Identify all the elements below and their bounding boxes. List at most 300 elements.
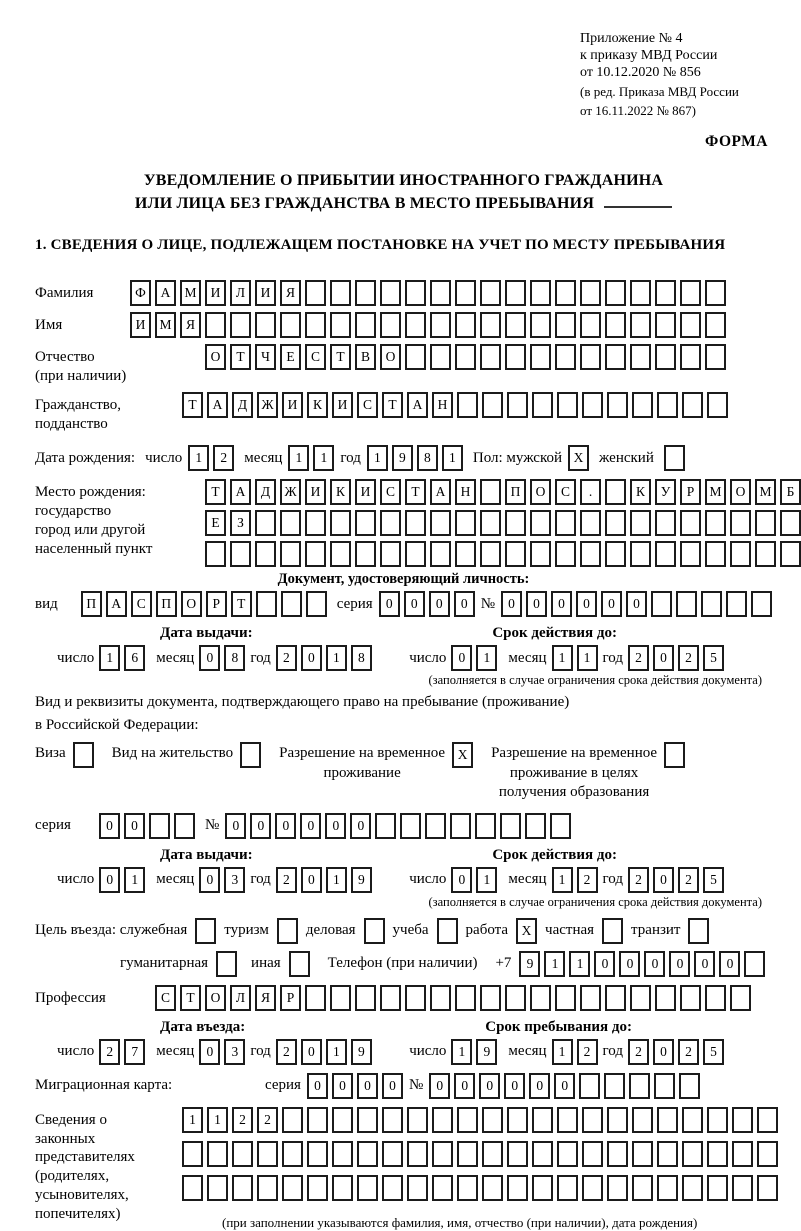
- char-cell[interactable]: [655, 510, 676, 536]
- char-cell[interactable]: С: [357, 392, 378, 418]
- char-cell[interactable]: 1: [552, 645, 573, 671]
- char-cell[interactable]: [455, 344, 476, 370]
- char-cell[interactable]: Я: [280, 280, 301, 306]
- char-cell[interactable]: [755, 541, 776, 567]
- char-cell[interactable]: [407, 1175, 428, 1201]
- char-cell[interactable]: [680, 985, 701, 1011]
- char-cell[interactable]: [507, 1175, 528, 1201]
- char-cell[interactable]: [705, 985, 726, 1011]
- char-cell[interactable]: 1: [442, 445, 463, 471]
- char-cell[interactable]: 1: [188, 445, 209, 471]
- char-cell[interactable]: [664, 445, 685, 471]
- char-cell[interactable]: [357, 1107, 378, 1133]
- char-cell[interactable]: 2: [276, 1039, 297, 1065]
- char-cell[interactable]: И: [305, 479, 326, 505]
- char-cell[interactable]: 2: [628, 867, 649, 893]
- char-cell[interactable]: [306, 591, 327, 617]
- char-cell[interactable]: [530, 985, 551, 1011]
- char-cell[interactable]: [507, 1107, 528, 1133]
- char-cell[interactable]: [732, 1107, 753, 1133]
- char-cell[interactable]: А: [106, 591, 127, 617]
- char-cell[interactable]: О: [205, 344, 226, 370]
- char-cell[interactable]: [751, 591, 772, 617]
- char-cell[interactable]: [726, 591, 747, 617]
- char-cell[interactable]: С: [305, 344, 326, 370]
- char-cell[interactable]: О: [380, 344, 401, 370]
- char-cell[interactable]: [382, 1141, 403, 1167]
- char-cell[interactable]: [682, 1141, 703, 1167]
- char-cell[interactable]: Р: [280, 985, 301, 1011]
- char-cell[interactable]: 1: [326, 645, 347, 671]
- char-cell[interactable]: 0: [199, 1039, 220, 1065]
- char-cell[interactable]: [289, 951, 310, 977]
- char-cell[interactable]: [280, 510, 301, 536]
- char-cell[interactable]: X: [452, 742, 473, 768]
- char-cell[interactable]: Ж: [257, 392, 278, 418]
- char-cell[interactable]: [455, 985, 476, 1011]
- char-cell[interactable]: 0: [719, 951, 740, 977]
- char-cell[interactable]: [505, 985, 526, 1011]
- char-cell[interactable]: [651, 591, 672, 617]
- char-cell[interactable]: 2: [678, 1039, 699, 1065]
- char-cell[interactable]: [607, 1141, 628, 1167]
- char-cell[interactable]: 0: [199, 645, 220, 671]
- char-cell[interactable]: [532, 1175, 553, 1201]
- char-cell[interactable]: [380, 985, 401, 1011]
- char-cell[interactable]: [255, 541, 276, 567]
- char-cell[interactable]: [407, 1141, 428, 1167]
- char-cell[interactable]: [330, 541, 351, 567]
- char-cell[interactable]: [605, 312, 626, 338]
- char-cell[interactable]: [530, 312, 551, 338]
- char-cell[interactable]: [530, 344, 551, 370]
- char-cell[interactable]: [680, 312, 701, 338]
- char-cell[interactable]: [380, 541, 401, 567]
- char-cell[interactable]: [780, 541, 801, 567]
- char-cell[interactable]: [432, 1175, 453, 1201]
- char-cell[interactable]: 1: [182, 1107, 203, 1133]
- char-cell[interactable]: [580, 510, 601, 536]
- char-cell[interactable]: [482, 1175, 503, 1201]
- char-cell[interactable]: 0: [644, 951, 665, 977]
- char-cell[interactable]: Р: [206, 591, 227, 617]
- char-cell[interactable]: [530, 541, 551, 567]
- char-cell[interactable]: [507, 1141, 528, 1167]
- char-cell[interactable]: [482, 1141, 503, 1167]
- char-cell[interactable]: 1: [326, 1039, 347, 1065]
- char-cell[interactable]: П: [81, 591, 102, 617]
- char-cell[interactable]: [405, 985, 426, 1011]
- char-cell[interactable]: [530, 510, 551, 536]
- char-cell[interactable]: [655, 312, 676, 338]
- char-cell[interactable]: [280, 541, 301, 567]
- char-cell[interactable]: Ж: [280, 479, 301, 505]
- char-cell[interactable]: [437, 918, 458, 944]
- char-cell[interactable]: [407, 1107, 428, 1133]
- char-cell[interactable]: [580, 541, 601, 567]
- char-cell[interactable]: [630, 510, 651, 536]
- char-cell[interactable]: [480, 312, 501, 338]
- char-cell[interactable]: [630, 541, 651, 567]
- char-cell[interactable]: [755, 510, 776, 536]
- char-cell[interactable]: [430, 280, 451, 306]
- char-cell[interactable]: [705, 510, 726, 536]
- char-cell[interactable]: [430, 985, 451, 1011]
- char-cell[interactable]: [257, 1141, 278, 1167]
- char-cell[interactable]: 2: [678, 645, 699, 671]
- char-cell[interactable]: [744, 951, 765, 977]
- char-cell[interactable]: [305, 985, 326, 1011]
- char-cell[interactable]: [682, 1175, 703, 1201]
- char-cell[interactable]: 1: [124, 867, 145, 893]
- char-cell[interactable]: [657, 392, 678, 418]
- char-cell[interactable]: 0: [225, 813, 246, 839]
- char-cell[interactable]: [664, 742, 685, 768]
- char-cell[interactable]: С: [555, 479, 576, 505]
- char-cell[interactable]: [605, 541, 626, 567]
- char-cell[interactable]: [281, 591, 302, 617]
- char-cell[interactable]: С: [155, 985, 176, 1011]
- char-cell[interactable]: .: [580, 479, 601, 505]
- char-cell[interactable]: [430, 344, 451, 370]
- char-cell[interactable]: Б: [780, 479, 801, 505]
- char-cell[interactable]: [475, 813, 496, 839]
- char-cell[interactable]: [405, 541, 426, 567]
- char-cell[interactable]: 9: [519, 951, 540, 977]
- char-cell[interactable]: Н: [455, 479, 476, 505]
- char-cell[interactable]: [655, 541, 676, 567]
- char-cell[interactable]: [582, 1175, 603, 1201]
- char-cell[interactable]: М: [180, 280, 201, 306]
- char-cell[interactable]: У: [655, 479, 676, 505]
- char-cell[interactable]: 0: [601, 591, 622, 617]
- char-cell[interactable]: [307, 1107, 328, 1133]
- char-cell[interactable]: А: [407, 392, 428, 418]
- char-cell[interactable]: [730, 541, 751, 567]
- char-cell[interactable]: [207, 1141, 228, 1167]
- char-cell[interactable]: [457, 392, 478, 418]
- char-cell[interactable]: 0: [350, 813, 371, 839]
- char-cell[interactable]: [430, 312, 451, 338]
- char-cell[interactable]: 0: [619, 951, 640, 977]
- char-cell[interactable]: Д: [255, 479, 276, 505]
- char-cell[interactable]: 1: [451, 1039, 472, 1065]
- char-cell[interactable]: [256, 591, 277, 617]
- char-cell[interactable]: [330, 985, 351, 1011]
- char-cell[interactable]: О: [181, 591, 202, 617]
- char-cell[interactable]: [455, 541, 476, 567]
- char-cell[interactable]: [705, 344, 726, 370]
- char-cell[interactable]: [555, 985, 576, 1011]
- char-cell[interactable]: [680, 280, 701, 306]
- char-cell[interactable]: [602, 918, 623, 944]
- char-cell[interactable]: [380, 280, 401, 306]
- char-cell[interactable]: П: [156, 591, 177, 617]
- char-cell[interactable]: [505, 541, 526, 567]
- char-cell[interactable]: К: [630, 479, 651, 505]
- char-cell[interactable]: [232, 1175, 253, 1201]
- char-cell[interactable]: [679, 1073, 700, 1099]
- char-cell[interactable]: 1: [313, 445, 334, 471]
- char-cell[interactable]: О: [730, 479, 751, 505]
- char-cell[interactable]: [355, 541, 376, 567]
- char-cell[interactable]: [688, 918, 709, 944]
- char-cell[interactable]: 2: [628, 645, 649, 671]
- char-cell[interactable]: [305, 510, 326, 536]
- char-cell[interactable]: [757, 1107, 778, 1133]
- char-cell[interactable]: 2: [213, 445, 234, 471]
- char-cell[interactable]: [432, 1141, 453, 1167]
- char-cell[interactable]: [657, 1141, 678, 1167]
- char-cell[interactable]: 2: [577, 867, 598, 893]
- char-cell[interactable]: 5: [703, 645, 724, 671]
- char-cell[interactable]: [457, 1107, 478, 1133]
- char-cell[interactable]: [780, 510, 801, 536]
- char-cell[interactable]: 0: [594, 951, 615, 977]
- char-cell[interactable]: 0: [669, 951, 690, 977]
- char-cell[interactable]: Л: [230, 985, 251, 1011]
- char-cell[interactable]: [732, 1141, 753, 1167]
- char-cell[interactable]: [430, 541, 451, 567]
- char-cell[interactable]: [605, 479, 626, 505]
- char-cell[interactable]: [375, 813, 396, 839]
- char-cell[interactable]: [380, 312, 401, 338]
- char-cell[interactable]: 3: [224, 867, 245, 893]
- char-cell[interactable]: 0: [301, 867, 322, 893]
- char-cell[interactable]: 0: [307, 1073, 328, 1099]
- char-cell[interactable]: [307, 1141, 328, 1167]
- char-cell[interactable]: К: [330, 479, 351, 505]
- char-cell[interactable]: П: [505, 479, 526, 505]
- char-cell[interactable]: Р: [680, 479, 701, 505]
- char-cell[interactable]: [457, 1141, 478, 1167]
- char-cell[interactable]: 0: [479, 1073, 500, 1099]
- char-cell[interactable]: [205, 312, 226, 338]
- char-cell[interactable]: 1: [544, 951, 565, 977]
- char-cell[interactable]: [550, 813, 571, 839]
- char-cell[interactable]: 1: [99, 645, 120, 671]
- char-cell[interactable]: [580, 344, 601, 370]
- char-cell[interactable]: [707, 1175, 728, 1201]
- char-cell[interactable]: 1: [569, 951, 590, 977]
- char-cell[interactable]: [355, 280, 376, 306]
- char-cell[interactable]: Т: [182, 392, 203, 418]
- char-cell[interactable]: [307, 1175, 328, 1201]
- char-cell[interactable]: [532, 1141, 553, 1167]
- char-cell[interactable]: О: [530, 479, 551, 505]
- char-cell[interactable]: 9: [351, 1039, 372, 1065]
- char-cell[interactable]: [555, 510, 576, 536]
- char-cell[interactable]: [607, 1175, 628, 1201]
- char-cell[interactable]: [282, 1141, 303, 1167]
- char-cell[interactable]: [450, 813, 471, 839]
- char-cell[interactable]: [405, 344, 426, 370]
- char-cell[interactable]: [655, 344, 676, 370]
- char-cell[interactable]: [530, 280, 551, 306]
- char-cell[interactable]: [182, 1141, 203, 1167]
- char-cell[interactable]: [430, 510, 451, 536]
- char-cell[interactable]: 5: [703, 867, 724, 893]
- char-cell[interactable]: К: [307, 392, 328, 418]
- char-cell[interactable]: Т: [230, 344, 251, 370]
- char-cell[interactable]: [505, 312, 526, 338]
- char-cell[interactable]: [682, 392, 703, 418]
- char-cell[interactable]: 0: [275, 813, 296, 839]
- char-cell[interactable]: [605, 344, 626, 370]
- char-cell[interactable]: 0: [451, 645, 472, 671]
- char-cell[interactable]: 1: [476, 645, 497, 671]
- char-cell[interactable]: 0: [626, 591, 647, 617]
- char-cell[interactable]: [680, 344, 701, 370]
- char-cell[interactable]: Т: [405, 479, 426, 505]
- char-cell[interactable]: [277, 918, 298, 944]
- char-cell[interactable]: [557, 1107, 578, 1133]
- char-cell[interactable]: Я: [255, 985, 276, 1011]
- char-cell[interactable]: [455, 312, 476, 338]
- char-cell[interactable]: [607, 392, 628, 418]
- char-cell[interactable]: 0: [300, 813, 321, 839]
- char-cell[interactable]: [455, 510, 476, 536]
- char-cell[interactable]: Д: [232, 392, 253, 418]
- char-cell[interactable]: 0: [379, 591, 400, 617]
- char-cell[interactable]: [330, 510, 351, 536]
- char-cell[interactable]: 2: [257, 1107, 278, 1133]
- char-cell[interactable]: Л: [230, 280, 251, 306]
- char-cell[interactable]: 0: [199, 867, 220, 893]
- char-cell[interactable]: [707, 1107, 728, 1133]
- char-cell[interactable]: А: [230, 479, 251, 505]
- char-cell[interactable]: [730, 985, 751, 1011]
- char-cell[interactable]: [557, 1141, 578, 1167]
- char-cell[interactable]: Т: [330, 344, 351, 370]
- char-cell[interactable]: [425, 813, 446, 839]
- char-cell[interactable]: [579, 1073, 600, 1099]
- char-cell[interactable]: 0: [576, 591, 597, 617]
- char-cell[interactable]: Т: [205, 479, 226, 505]
- char-cell[interactable]: 0: [551, 591, 572, 617]
- char-cell[interactable]: 0: [250, 813, 271, 839]
- char-cell[interactable]: 0: [325, 813, 346, 839]
- char-cell[interactable]: [332, 1141, 353, 1167]
- char-cell[interactable]: [73, 742, 94, 768]
- char-cell[interactable]: [507, 392, 528, 418]
- char-cell[interactable]: М: [155, 312, 176, 338]
- char-cell[interactable]: 0: [526, 591, 547, 617]
- char-cell[interactable]: [582, 1107, 603, 1133]
- char-cell[interactable]: [205, 541, 226, 567]
- char-cell[interactable]: [280, 312, 301, 338]
- char-cell[interactable]: [605, 280, 626, 306]
- char-cell[interactable]: С: [131, 591, 152, 617]
- char-cell[interactable]: 1: [577, 645, 598, 671]
- char-cell[interactable]: Ф: [130, 280, 151, 306]
- char-cell[interactable]: 1: [207, 1107, 228, 1133]
- char-cell[interactable]: [432, 1107, 453, 1133]
- char-cell[interactable]: [555, 312, 576, 338]
- char-cell[interactable]: [607, 1107, 628, 1133]
- char-cell[interactable]: 0: [301, 1039, 322, 1065]
- char-cell[interactable]: [364, 918, 385, 944]
- char-cell[interactable]: 2: [99, 1039, 120, 1065]
- char-cell[interactable]: 0: [404, 591, 425, 617]
- char-cell[interactable]: 9: [351, 867, 372, 893]
- char-cell[interactable]: [480, 344, 501, 370]
- char-cell[interactable]: И: [332, 392, 353, 418]
- char-cell[interactable]: [480, 479, 501, 505]
- char-cell[interactable]: 2: [276, 867, 297, 893]
- char-cell[interactable]: 0: [429, 1073, 450, 1099]
- char-cell[interactable]: А: [430, 479, 451, 505]
- char-cell[interactable]: [230, 541, 251, 567]
- char-cell[interactable]: [330, 280, 351, 306]
- char-cell[interactable]: 0: [504, 1073, 525, 1099]
- char-cell[interactable]: М: [755, 479, 776, 505]
- char-cell[interactable]: 0: [301, 645, 322, 671]
- char-cell[interactable]: 5: [703, 1039, 724, 1065]
- char-cell[interactable]: [701, 591, 722, 617]
- char-cell[interactable]: [680, 541, 701, 567]
- char-cell[interactable]: [680, 510, 701, 536]
- char-cell[interactable]: [500, 813, 521, 839]
- char-cell[interactable]: [582, 392, 603, 418]
- char-cell[interactable]: [330, 312, 351, 338]
- char-cell[interactable]: [580, 280, 601, 306]
- char-cell[interactable]: 8: [417, 445, 438, 471]
- char-cell[interactable]: А: [155, 280, 176, 306]
- char-cell[interactable]: 0: [501, 591, 522, 617]
- char-cell[interactable]: [657, 1107, 678, 1133]
- char-cell[interactable]: [255, 510, 276, 536]
- char-cell[interactable]: [405, 510, 426, 536]
- char-cell[interactable]: [480, 985, 501, 1011]
- char-cell[interactable]: [505, 344, 526, 370]
- char-cell[interactable]: 0: [429, 591, 450, 617]
- char-cell[interactable]: [207, 1175, 228, 1201]
- char-cell[interactable]: И: [355, 479, 376, 505]
- char-cell[interactable]: [355, 510, 376, 536]
- char-cell[interactable]: [707, 392, 728, 418]
- char-cell[interactable]: [332, 1175, 353, 1201]
- char-cell[interactable]: [505, 510, 526, 536]
- char-cell[interactable]: [480, 541, 501, 567]
- char-cell[interactable]: Т: [180, 985, 201, 1011]
- char-cell[interactable]: [580, 985, 601, 1011]
- char-cell[interactable]: С: [380, 479, 401, 505]
- char-cell[interactable]: [305, 280, 326, 306]
- char-cell[interactable]: [480, 280, 501, 306]
- char-cell[interactable]: [255, 312, 276, 338]
- char-cell[interactable]: Т: [231, 591, 252, 617]
- char-cell[interactable]: [282, 1107, 303, 1133]
- char-cell[interactable]: Е: [280, 344, 301, 370]
- char-cell[interactable]: 0: [694, 951, 715, 977]
- char-cell[interactable]: [757, 1141, 778, 1167]
- char-cell[interactable]: X: [568, 445, 589, 471]
- char-cell[interactable]: 3: [224, 1039, 245, 1065]
- char-cell[interactable]: 0: [554, 1073, 575, 1099]
- char-cell[interactable]: [555, 344, 576, 370]
- char-cell[interactable]: [380, 510, 401, 536]
- char-cell[interactable]: [632, 1107, 653, 1133]
- char-cell[interactable]: 7: [124, 1039, 145, 1065]
- char-cell[interactable]: [382, 1175, 403, 1201]
- char-cell[interactable]: [216, 951, 237, 977]
- char-cell[interactable]: И: [130, 312, 151, 338]
- char-cell[interactable]: 1: [476, 867, 497, 893]
- char-cell[interactable]: X: [516, 918, 537, 944]
- char-cell[interactable]: [655, 985, 676, 1011]
- char-cell[interactable]: 0: [454, 591, 475, 617]
